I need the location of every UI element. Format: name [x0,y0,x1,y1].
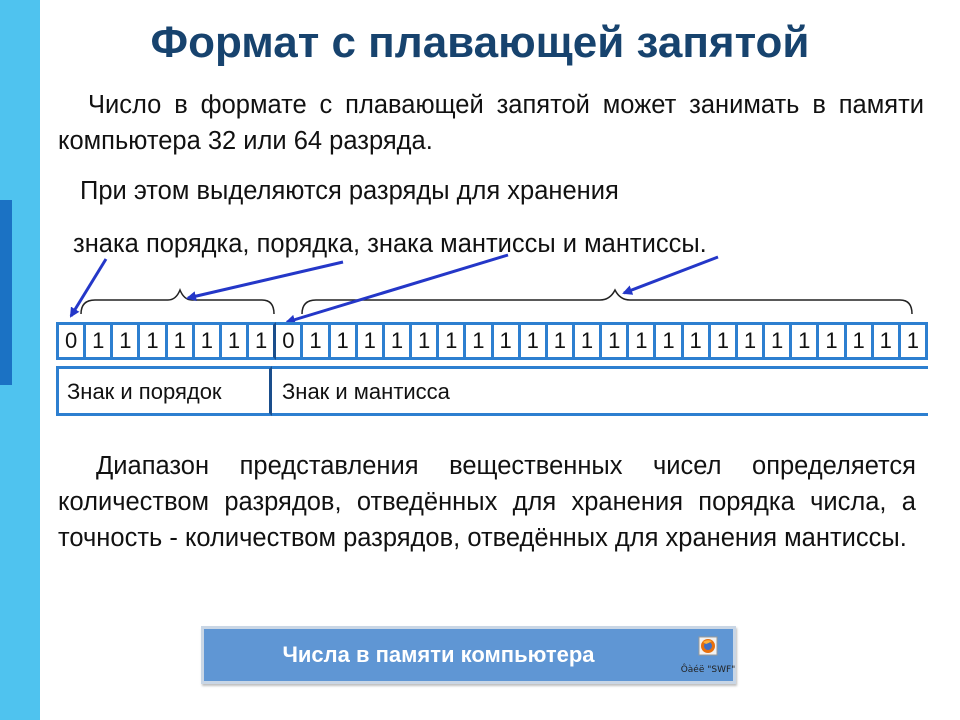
paragraph-bits-allocation: При этом выделяются разряды для хранения [80,177,619,205]
arrow-sign-mantissa [287,255,508,322]
bit-cell: 1 [466,322,493,360]
button-label: Числа в памяти компьютера [282,642,595,667]
bit-cell: 1 [303,322,330,360]
label-sign-mantissa: Знак и мантисса [272,366,928,416]
firefox-file-icon [698,636,718,656]
bit-cell: 1 [874,322,901,360]
bit-cell: 1 [358,322,385,360]
slide-title: Формат с плавающей запятой [150,18,810,67]
bit-cell: 1 [140,322,167,360]
arrows-and-braces [0,0,960,330]
bit-cell: 1 [765,322,792,360]
bit-cell: 1 [901,322,928,360]
bit-cell: 1 [494,322,521,360]
paragraph-range-precision: Диапазон представления вещественных чисел определяется количеством разрядов, отведённых для хранения порядка числа, а точность - количеством разрядов, отведённых для хранения мантиссы. [58,452,916,552]
bit-cell: 1 [792,322,819,360]
arrow-exponent [188,262,343,298]
arrow-mantissa [624,257,718,293]
bit-cell: 1 [331,322,358,360]
bit-grid-labels [56,366,928,416]
bit-cell: 1 [412,322,439,360]
bit-cell: 1 [656,322,683,360]
bit-cell: 1 [249,322,276,360]
label-sign-exponent: Знак и порядок [56,366,272,416]
bit-cell: 1 [711,322,738,360]
bit-cell: 0 [56,322,86,360]
bit-cell: 1 [521,322,548,360]
bit-cell: 1 [222,322,249,360]
swf-file-link[interactable] [680,636,736,684]
bit-cell: 1 [575,322,602,360]
bit-cell: 1 [629,322,656,360]
brace-exponent [81,290,274,314]
bit-cell: 1 [684,322,711,360]
bit-cell: 1 [168,322,195,360]
bit-cell: 1 [548,322,575,360]
arrow-sign-exponent [71,259,106,316]
bit-cell: 1 [439,322,466,360]
bit-cell: 1 [195,322,222,360]
bit-cell: 1 [738,322,765,360]
paragraph-intro: Число в формате с плавающей запятой может занимать в памяти компьютера 32 или 64 разряда. [58,91,924,155]
bit-cell: 1 [385,322,412,360]
bit-grid [56,322,928,360]
bit-cell: 0 [276,322,303,360]
bit-cell: 1 [602,322,629,360]
numbers-in-memory-button[interactable] [201,626,736,684]
bit-cell: 1 [819,322,846,360]
paragraph-bits-list: знака порядка, порядка, знака мантиссы и мантиссы. [73,230,707,258]
brace-mantissa [302,290,912,314]
bit-cell: 1 [113,322,140,360]
swf-caption: Ôàéë "SWF" [680,665,736,675]
bit-cell: 1 [847,322,874,360]
bit-cell: 1 [86,322,113,360]
